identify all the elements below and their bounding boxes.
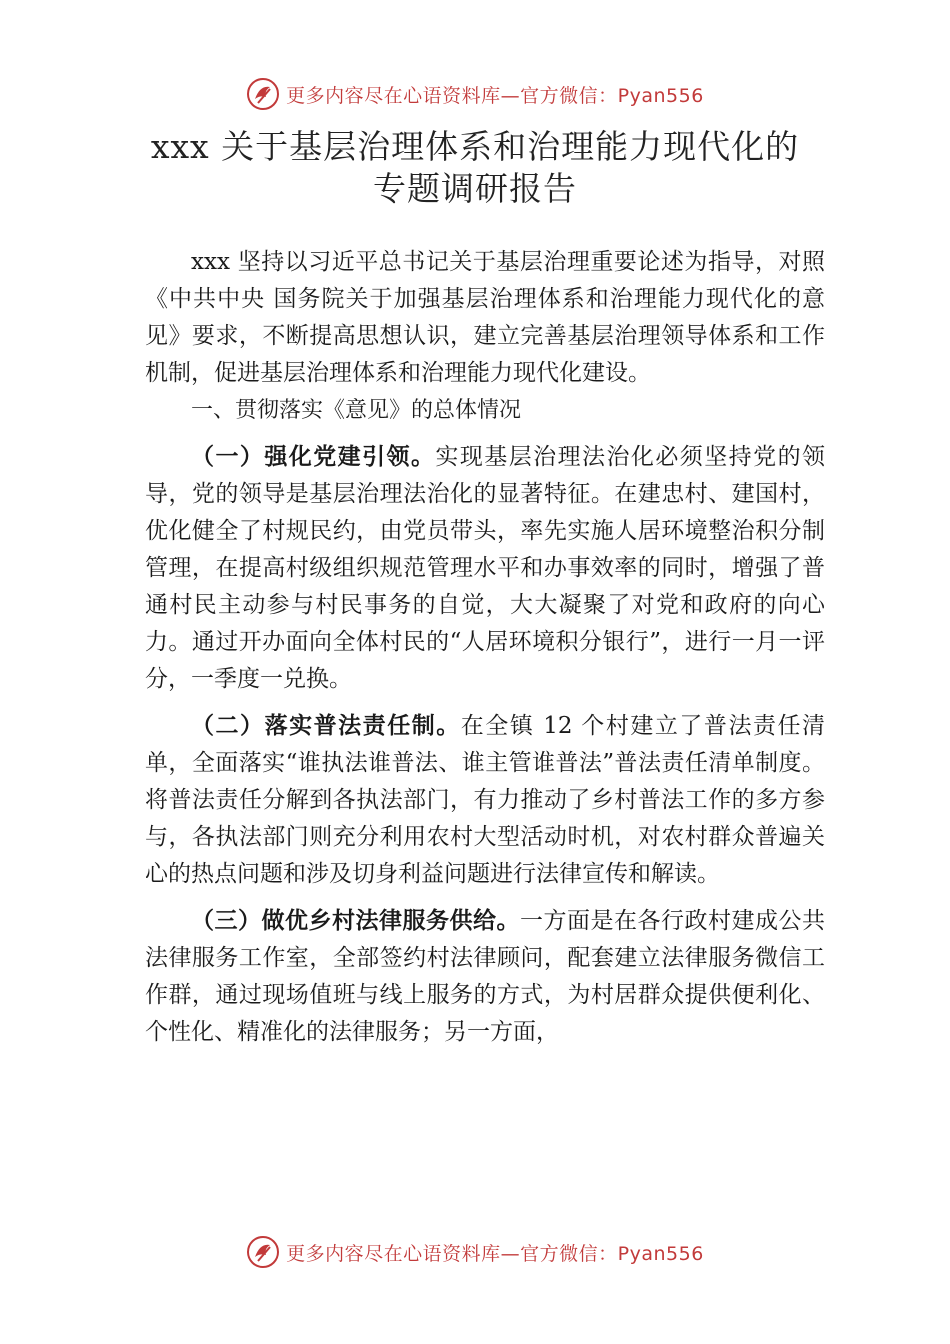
section-1-paragraph — [145, 439, 825, 698]
title-line-2: 专题调研报告 — [373, 169, 577, 208]
section-1-body: 实现基层治理法治化必须坚持党的领导，党的领导是基层治理法治化的显著特征。在建忠村、建国村，优化健全了村规民约，由党员带头，率先实施人居环境整治积分制管理，在提高村级组织规范管理水平和办事效率的同时，增强了普通村民主动参与村民事务的自觉，大大凝聚了对党和政府的向心力。通过开办面向全体村民的“人居环境积分银行”，进行一月一评分，一季度一兑换。 — [145, 444, 826, 692]
title-line-1: xxx 关于基层治理体系和治理能力现代化的 — [150, 127, 800, 166]
seal-logo-icon — [246, 1235, 280, 1269]
intro-paragraph: xxx 坚持以习近平总书记关于基层治理重要论述为指导，对照《中共中央 国务院关于加强基层治理体系和治理能力现代化的意见》要求，不断提高思想认识，建立完善基层治理领导体系和工作机制，促进基层治理体系和治理能力现代化建设。 — [145, 249, 825, 386]
section-1-heading: （一）强化党建引领。 — [191, 444, 436, 470]
section-2-heading: （二）落实普法责任制。 — [191, 713, 461, 739]
section-3-body: 一方面是在各行政村建成公共法律服务工作室，全部签约村法律顾问，配套建立法律服务微信工作群，通过现场值班与线上服务的方式，为村居群众提供便利化、个性化、精准化的法律服务；另一方面， — [145, 908, 825, 1045]
section-2-paragraph — [145, 708, 825, 893]
footer-watermark-banner — [0, 1230, 950, 1274]
section-heading-1: 一、贯彻落实《意见》的总体情况 — [191, 398, 522, 423]
document-title — [0, 126, 950, 210]
document-body — [145, 244, 825, 1051]
section-3-paragraph — [145, 903, 825, 1051]
seal-logo-icon — [246, 77, 280, 111]
section-3-heading: （三）做优乡村法律服务供给。 — [191, 908, 520, 934]
watermark-text: 更多内容尽在心语资料库—官方微信：Pyan556 — [286, 84, 704, 107]
header-watermark-banner — [0, 72, 950, 116]
section-2-body: 在全镇 12 个村建立了普法责任清单，全面落实“谁执法谁普法、谁主管谁普法”普法责任清单制度。将普法责任分解到各执法部门，有力推动了乡村普法工作的多方参与，各执法部门则充分利用农村大型活动时机，对农村群众普遍关心的热点问题和涉及切身利益问题进行法律宣传和解读。 — [145, 713, 826, 887]
watermark-text: 更多内容尽在心语资料库—官方微信：Pyan556 — [286, 1242, 704, 1265]
